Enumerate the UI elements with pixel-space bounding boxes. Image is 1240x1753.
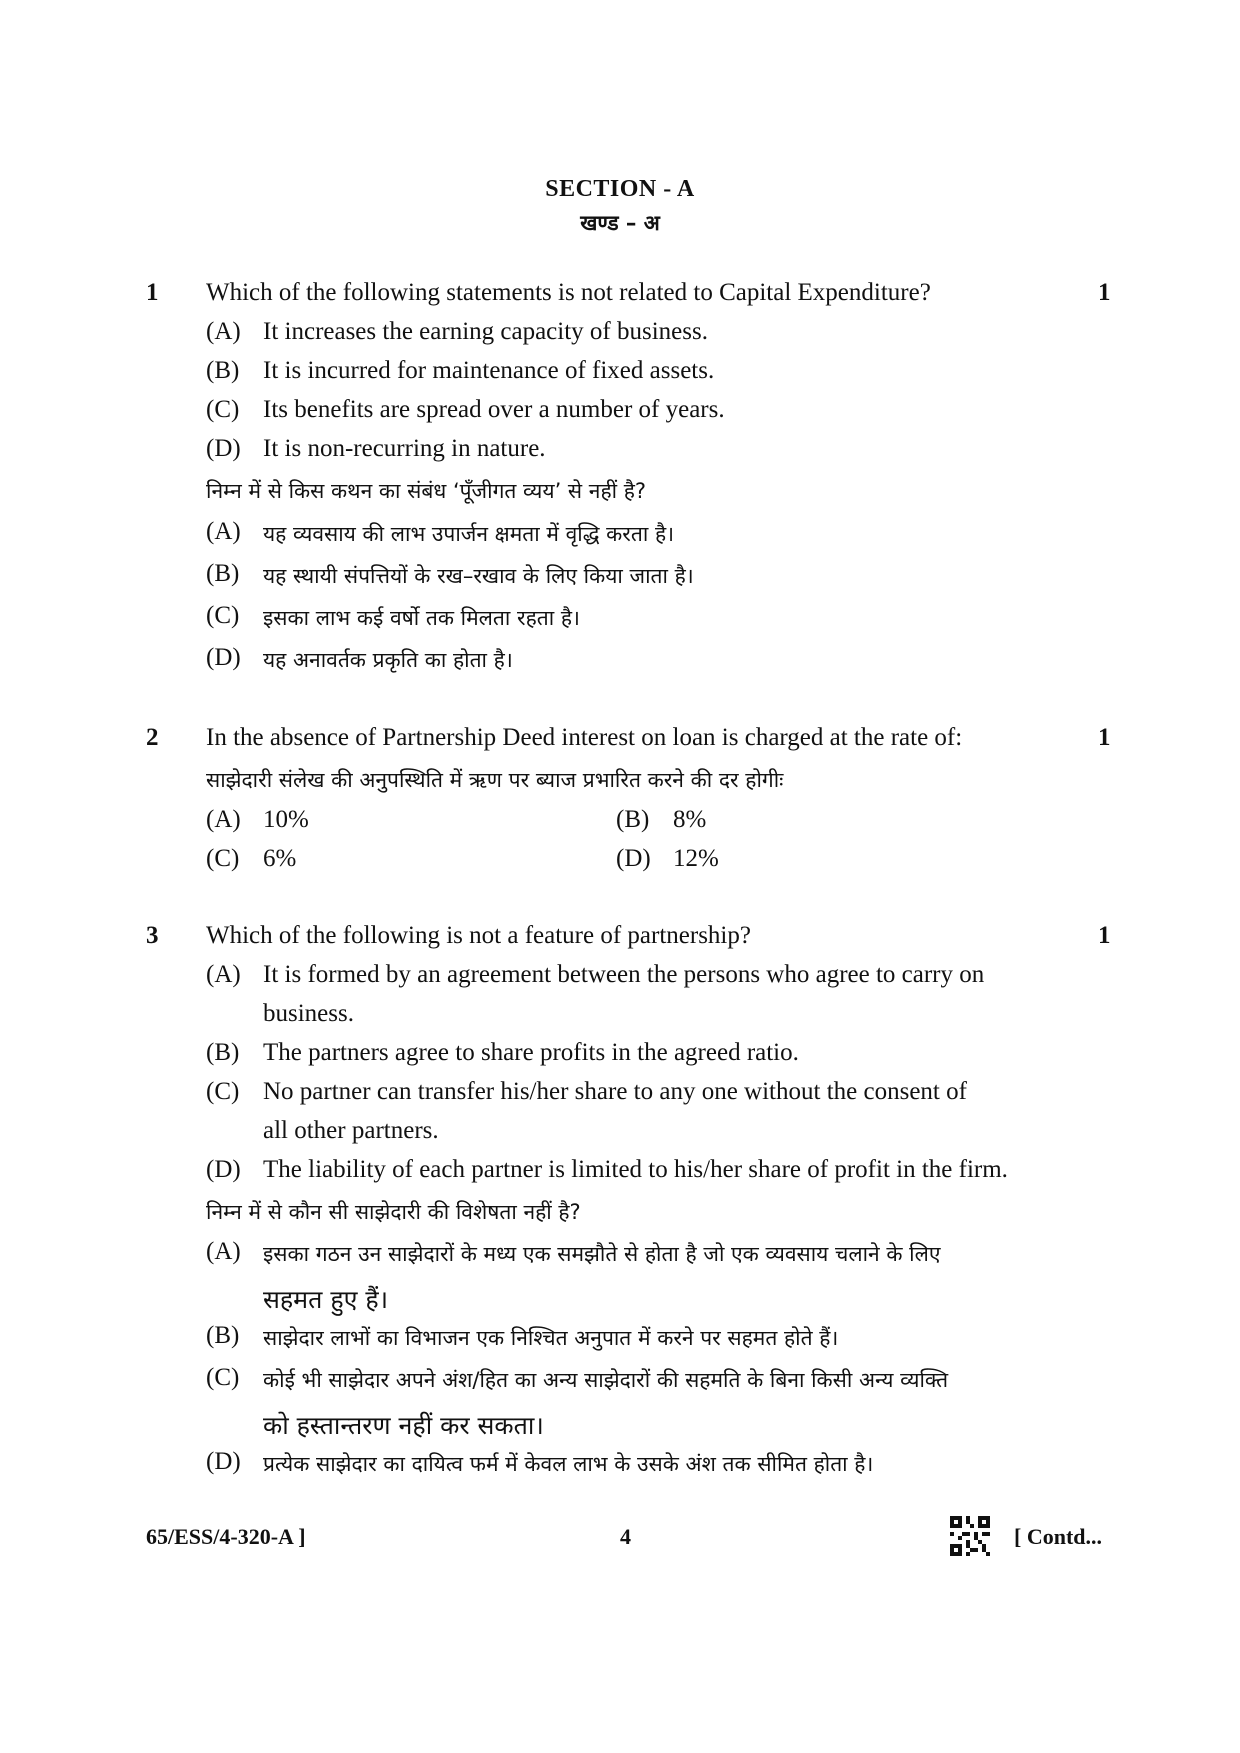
option-text: इसका लाभ कई वर्षो तक मिलता रहता है।	[263, 606, 580, 630]
option-label: (C)	[206, 602, 240, 629]
section-subtitle: खण्ड – अ	[580, 211, 660, 235]
qr-code-icon	[950, 1516, 990, 1556]
option-text: इसका गठन उन साझेदारों के मध्य एक समझौते से होता है जो एक व्यवसाय चलाने के लिए	[263, 1242, 941, 1266]
question-marks: 1	[1098, 922, 1111, 949]
option-text: It is formed by an agreement between the persons who agree to carry on	[263, 961, 985, 988]
question-text-hi: साझेदारी संलेख की अनुपस्थिति में ऋण पर ब्याज प्रभारित करने की दर होगीः	[206, 768, 784, 792]
section-header	[0, 176, 1240, 237]
option-text: It is non-recurring in nature.	[263, 435, 546, 462]
paper-code: 65/ESS/4-320-A ]	[146, 1524, 306, 1549]
option-text-continued: को हस्तान्तरण नहीं कर सकता।	[263, 1411, 544, 1440]
option-label: (A)	[206, 806, 241, 833]
question-number: 2	[146, 724, 159, 751]
option-text-continued: business.	[263, 1000, 354, 1027]
continued-label: [ Contd...	[1014, 1524, 1103, 1549]
option-label: (B)	[206, 1322, 240, 1349]
option-label: (D)	[206, 1448, 241, 1475]
question-number: 1	[146, 279, 159, 306]
option-text: No partner can transfer his/her share to any one without the consent of	[263, 1078, 967, 1105]
question-text-en: Which of the following statements is not related to Capital Expenditure?	[206, 279, 931, 306]
question-text-hi: निम्न में से किस कथन का संबंध ‘पूँजीगत व्यय’ से नहीं है?	[206, 479, 647, 503]
option-text: 12%	[673, 845, 719, 872]
option-text: प्रत्येक साझेदार का दायित्व फर्म में केवल लाभ के उसके अंश तक सीमित होता है।	[263, 1452, 874, 1476]
option-label: (D)	[206, 1156, 241, 1183]
option-label: (B)	[206, 1039, 240, 1066]
option-text: It is incurred for maintenance of fixed assets.	[263, 357, 715, 384]
question-number: 3	[146, 922, 159, 949]
option-label: (B)	[206, 357, 240, 384]
option-text: Its benefits are spread over a number of years.	[263, 396, 725, 423]
option-text-continued: all other partners.	[263, 1117, 439, 1144]
option-text: कोई भी साझेदार अपने अंश/हित का अन्य साझेदारों की सहमति के बिना किसी अन्य व्यक्ति	[263, 1368, 949, 1392]
option-text: यह अनावर्तक प्रकृति का होता है।	[263, 648, 513, 672]
option-label: (A)	[206, 318, 241, 345]
option-label: (A)	[206, 1238, 241, 1265]
option-label: (D)	[616, 845, 651, 872]
option-label: (C)	[206, 1078, 240, 1105]
question-text-en: In the absence of Partnership Deed interest on loan is charged at the rate of:	[206, 724, 963, 751]
option-label: (D)	[206, 644, 241, 671]
option-text: The partners agree to share profits in the agreed ratio.	[263, 1039, 799, 1066]
question-text-hi: निम्न में से कौन सी साझेदारी की विशेषता नहीं है?	[206, 1200, 581, 1224]
question-marks: 1	[1098, 279, 1111, 306]
option-text: यह व्यवसाय की लाभ उपार्जन क्षमता में वृद्धि करता है।	[263, 522, 675, 546]
option-label: (B)	[616, 806, 650, 833]
option-text: 10%	[263, 806, 309, 833]
question-marks: 1	[1098, 724, 1111, 751]
option-text: 8%	[673, 806, 707, 833]
option-label: (C)	[206, 845, 240, 872]
option-text: साझेदार लाभों का विभाजन एक निश्चित अनुपात में करने पर सहमत होते हैं।	[263, 1326, 839, 1350]
page-number: 4	[620, 1524, 631, 1549]
option-label: (D)	[206, 435, 241, 462]
option-label: (A)	[206, 961, 241, 988]
question-text-en: Which of the following is not a feature of partnership?	[206, 922, 751, 949]
option-label: (B)	[206, 560, 240, 587]
option-label: (C)	[206, 396, 240, 423]
section-title: SECTION - A	[545, 176, 695, 202]
option-text: The liability of each partner is limited to his/her share of profit in the firm.	[263, 1156, 1008, 1183]
option-text-continued: सहमत हुए हैं।	[263, 1285, 389, 1314]
option-text: 6%	[263, 845, 297, 872]
option-text: It increases the earning capacity of business.	[263, 318, 708, 345]
option-text: यह स्थायी संपत्तियों के रख–रखाव के लिए किया जाता है।	[263, 564, 694, 588]
option-label: (A)	[206, 518, 241, 545]
option-label: (C)	[206, 1364, 240, 1391]
